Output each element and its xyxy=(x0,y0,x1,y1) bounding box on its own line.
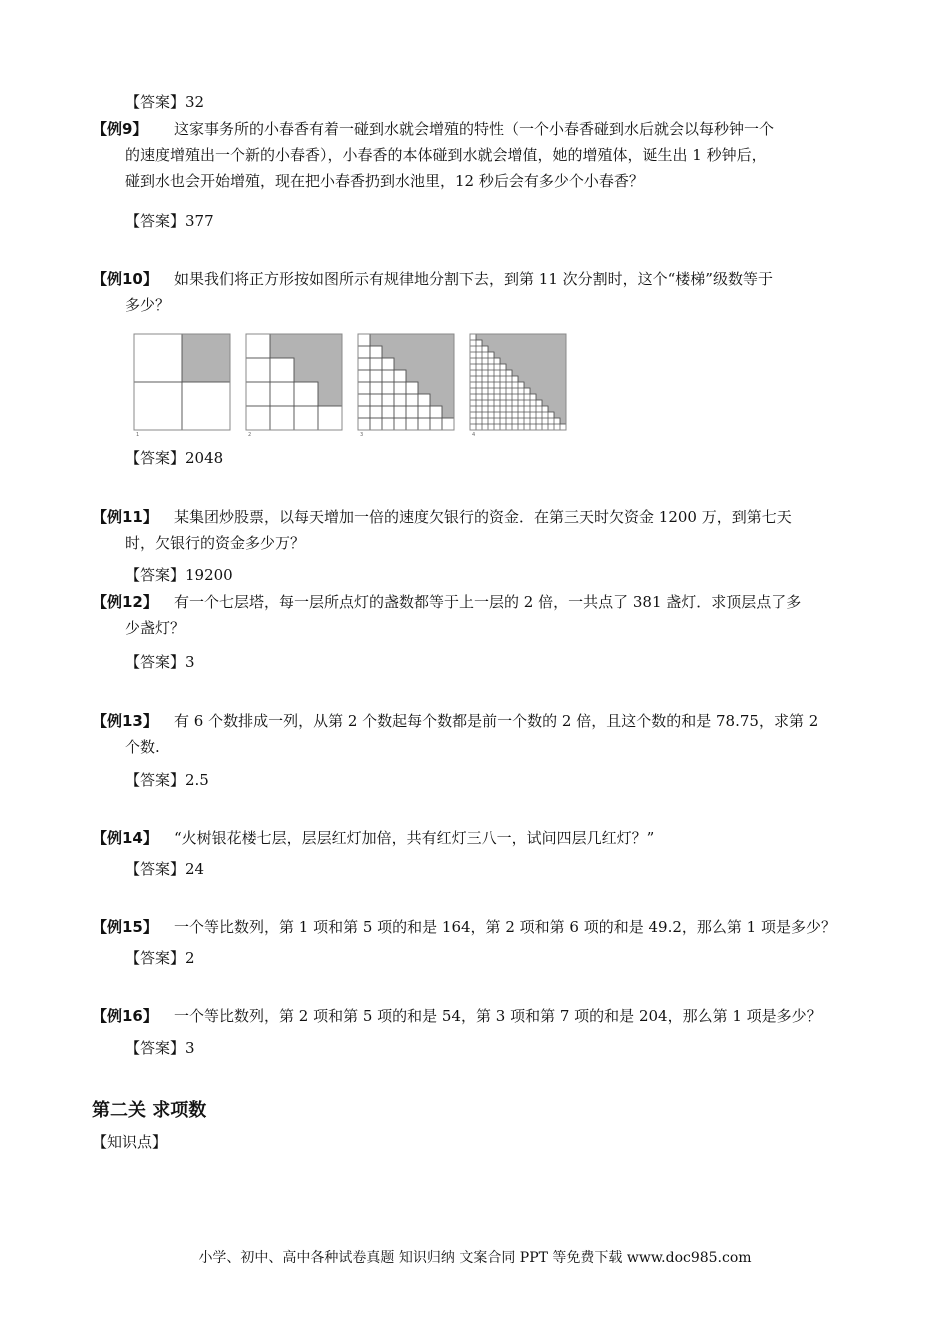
question-block xyxy=(92,116,862,194)
question-block xyxy=(92,914,862,940)
question-text: “火树银花楼七层，层层红灯加倍，共有红灯三八一，试问四层几红灯？” xyxy=(174,829,655,847)
question-text: 如果我们将正方形按如图所示有规律地分割下去，到第 11 次分割时，这个“楼梯”级数等于 xyxy=(174,270,773,288)
question-text: 某集团炒股票，以每天增加一倍的速度欠银行的资金．在第三天时欠资金 1200 万，到第七天 xyxy=(174,508,792,526)
answer-line: 【答案】377 xyxy=(125,212,214,230)
question-block xyxy=(92,708,862,760)
question-number: 【例11】 xyxy=(92,508,158,526)
question-text: 时，欠银行的资金多少万？ xyxy=(125,534,306,552)
question-text: 少盏灯？ xyxy=(125,619,186,637)
question-block xyxy=(92,589,862,641)
staircase-panel xyxy=(358,334,454,436)
answer-line: 【答案】24 xyxy=(125,860,205,878)
question-block xyxy=(92,504,862,556)
panel-caption: 1 xyxy=(136,432,140,436)
question-number: 【例14】 xyxy=(92,829,158,847)
question-text: 一个等比数列，第 2 项和第 5 项的和是 54，第 3 项和第 7 项的和是 204，那么第 1 项是多少？ xyxy=(174,1007,822,1025)
question-number: 【例10】 xyxy=(92,270,158,288)
question-text: 的速度增殖出一个新的小春香），小春香的本体碰到水就会增值，她的增殖体，诞生出 1 秒钟后， xyxy=(125,146,767,164)
staircase-panel xyxy=(134,334,230,436)
answer-line: 【答案】2048 xyxy=(125,449,224,467)
knowledge-label: 【知识点】 xyxy=(92,1133,168,1151)
question-text: 一个等比数列，第 1 项和第 5 项的和是 164，第 2 项和第 6 项的和是 49.2，那么第 1 项是多少？ xyxy=(174,918,836,936)
question-number: 【例12】 xyxy=(92,593,158,611)
answer-line: 【答案】19200 xyxy=(125,566,233,584)
question-block xyxy=(92,1003,862,1029)
question-text: 多少？ xyxy=(125,296,171,314)
staircase-panel xyxy=(246,334,342,436)
answer-line: 【答案】2.5 xyxy=(125,771,209,789)
question-text: 个数. xyxy=(125,738,160,756)
question-text: 碰到水也会开始增殖，现在把小春香扔到水池里，12 秒后会有多少个小春香？ xyxy=(125,172,644,190)
question-text: 这家事务所的小春香有着一碰到水就会增殖的特性（一个小春香碰到水后就会以每秒钟一个 xyxy=(174,120,775,138)
question-number: 【例16】 xyxy=(92,1007,158,1025)
panel-caption: 2 xyxy=(248,432,252,436)
answer-line: 【答案】3 xyxy=(125,653,195,671)
section-title: 第二关 求项数 xyxy=(92,1100,207,1121)
question-block xyxy=(92,266,862,318)
question-number: 【例13】 xyxy=(92,712,158,730)
question-text: 有一个七层塔，每一层所点灯的盏数都等于上一层的 2 倍，一共点了 381 盏灯．求顶层点了多 xyxy=(174,593,802,611)
staircase-figure xyxy=(130,330,570,436)
staircase-panel xyxy=(470,334,566,436)
answer-line: 【答案】3 xyxy=(125,1039,195,1057)
question-text: 有 6 个数排成一列，从第 2 个数起每个数都是前一个数的 2 倍，且这个数的和是 78.75，求第 2 xyxy=(174,712,819,730)
panel-caption: 3 xyxy=(360,432,364,436)
panel-caption: 4 xyxy=(472,432,476,436)
question-number: 【例15】 xyxy=(92,918,158,936)
answer-line: 【答案】32 xyxy=(125,93,205,111)
answer-line: 【答案】2 xyxy=(125,949,195,967)
question-block xyxy=(92,825,862,851)
question-number: 【例9】 xyxy=(92,120,148,138)
page-footer: 小学、初中、高中各种试卷真题 知识归纳 文案合同 PPT 等免费下载 www.doc985.com xyxy=(198,1250,752,1266)
